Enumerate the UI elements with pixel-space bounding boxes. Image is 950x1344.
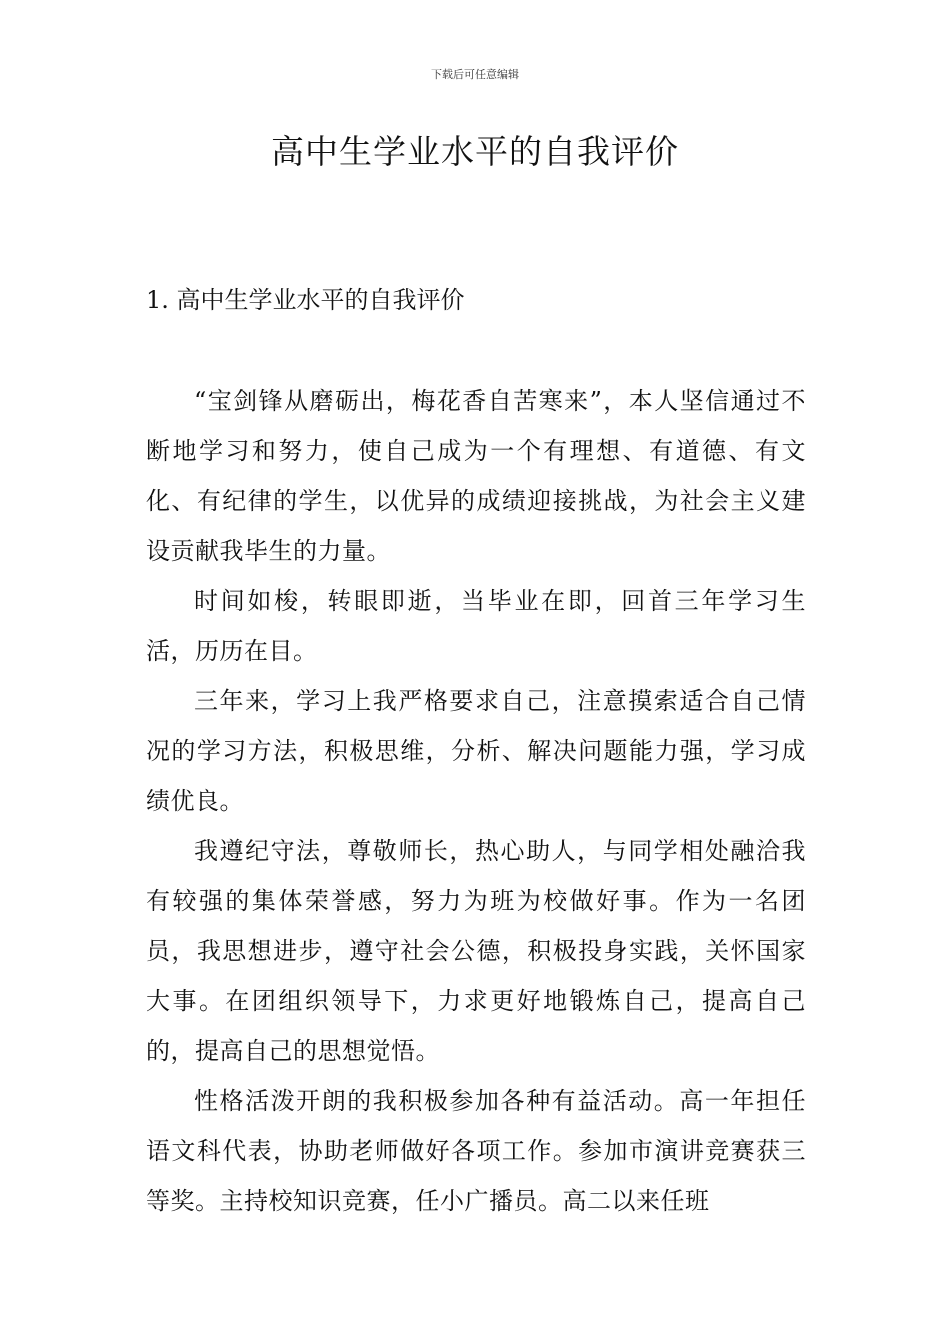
section-heading: 1. 高中生学业水平的自我评价 <box>146 286 465 314</box>
paragraph: 三年来，学习上我严格要求自己，注意摸索适合自己情况的学习方法，积极思维，分析、解决问题能力强，学习成绩优良。 <box>146 687 806 815</box>
paragraph: 时间如梭，转眼即逝，当毕业在即，回首三年学习生活，历历在目。 <box>146 587 806 665</box>
paragraph: “宝剑锋从磨砺出，梅花香自苦寒来”，本人坚信通过不断地学习和努力，使自己成为一个有理想、有道德、有文化、有纪律的学生，以优异的成绩迎接挑战，为社会主义建设贡献我毕生的力量。 <box>146 387 806 565</box>
paragraph: 我遵纪守法，尊敬师长，热心助人，与同学相处融洽我有较强的集体荣誉感，努力为班为校做好事。作为一名团员，我思想进步，遵守社会公德，积极投身实践，关怀国家大事。在团组织领导下，力求更好地锻炼自己，提高自己的，提高自己的思想觉悟。 <box>146 837 806 1065</box>
paragraph: 性格活泼开朗的我积极参加各种有益活动。高一年担任语文科代表，协助老师做好各项工作。参加市演讲竞赛获三等奖。主持校知识竞赛，任小广播员。高二以来任班 <box>146 1087 806 1215</box>
header-note: 下载后可任意编辑 <box>431 68 519 81</box>
document-body <box>146 376 806 1226</box>
page-title: 高中生学业水平的自我评价 <box>271 132 679 171</box>
